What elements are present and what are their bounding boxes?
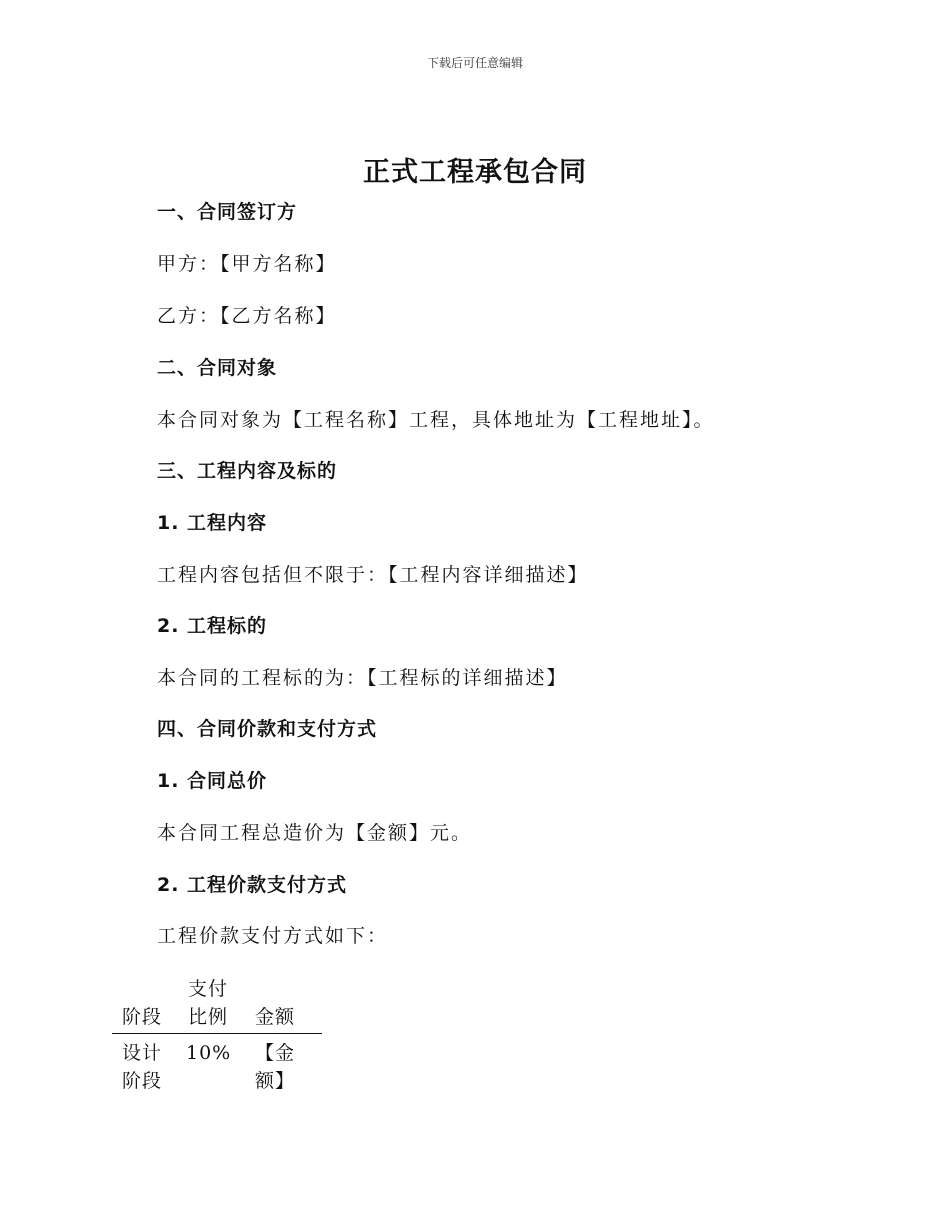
party-a-line: 甲方：【甲方名称】 [157, 253, 337, 275]
section-2-heading: 二、合同对象 [157, 357, 278, 379]
section-2-text: 本合同对象为【工程名称】工程，具体地址为【工程地址】。 [157, 409, 715, 431]
section-4-2-heading: 2. 工程价款支付方式 [157, 874, 348, 896]
table-header-amount: 金额 [255, 1006, 296, 1028]
section-3-1-heading: 1. 工程内容 [157, 512, 268, 534]
table-row-1-amount: 【金额】 [255, 1042, 296, 1092]
header-note: 下载后可任意编辑 [426, 56, 523, 70]
section-1-heading: 一、合同签订方 [157, 201, 298, 223]
section-3-1-text: 工程内容包括但不限于：【工程内容详细描述】 [157, 564, 589, 586]
table-header-ratio: 支付比例 [188, 978, 229, 1028]
table-header-stage: 阶段 [122, 1006, 163, 1028]
section-4-1-text: 本合同工程总造价为【金额】元。 [157, 822, 473, 844]
table-row-1-stage: 设计阶段 [122, 1042, 163, 1092]
section-3-2-heading: 2. 工程标的 [157, 615, 268, 637]
party-b-line: 乙方：【乙方名称】 [157, 305, 337, 327]
section-4-heading: 四、合同价款和支付方式 [157, 718, 378, 740]
section-4-2-text: 工程价款支付方式如下： [157, 925, 389, 947]
section-3-2-text: 本合同的工程标的为：【工程标的详细描述】 [157, 667, 568, 689]
section-4-1-heading: 1. 合同总价 [157, 770, 268, 792]
document-title: 正式工程承包合同 [363, 157, 587, 188]
table-header-rule [112, 1033, 322, 1034]
table-row-1-ratio: 10% [186, 1042, 232, 1064]
section-3-heading: 三、工程内容及标的 [157, 460, 338, 482]
